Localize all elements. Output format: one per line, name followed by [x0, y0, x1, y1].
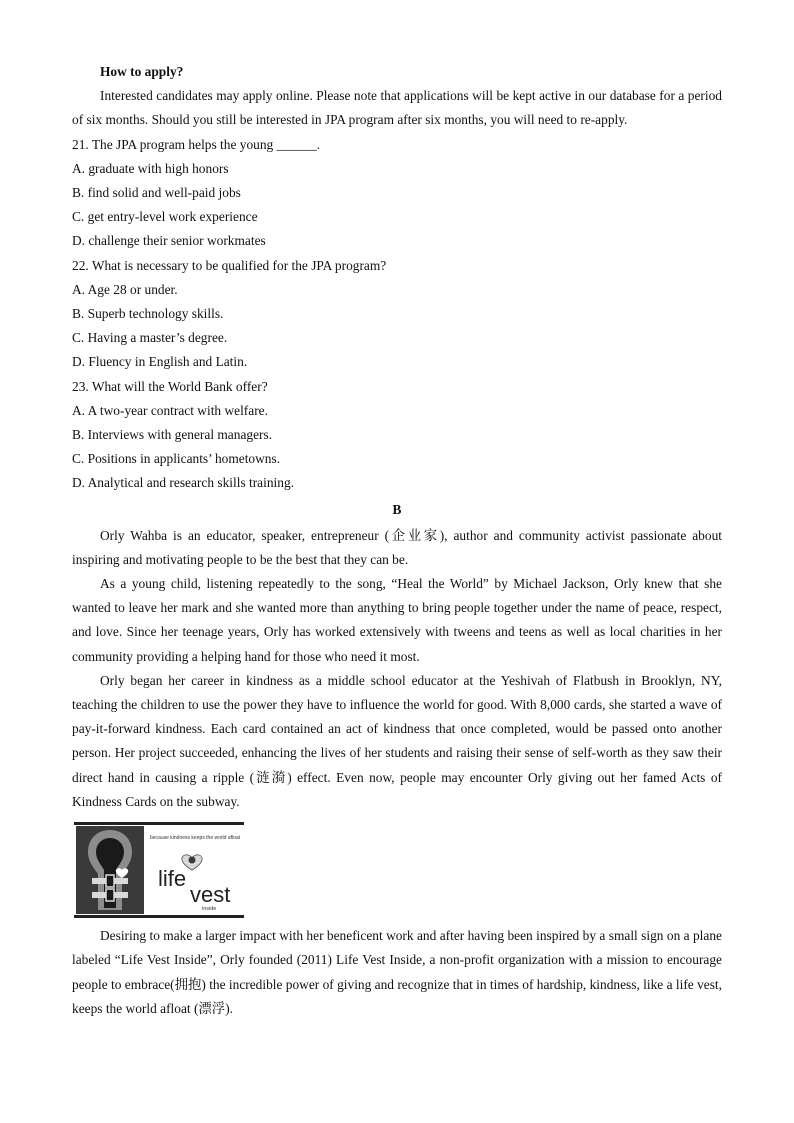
option-a: A. graduate with high honors — [72, 160, 229, 176]
option-d: D. challenge their senior workmates — [72, 233, 266, 249]
logo-tagline: because kindness keeps the world afloat — [150, 835, 241, 842]
option-a: A. A two-year contract with welfare. — [72, 402, 268, 418]
option-c: C. get entry-level work experience — [72, 209, 258, 225]
how-to-apply-heading: How to apply? — [100, 64, 184, 79]
document-page — [72, 60, 722, 1021]
question-stem: 22. What is necessary to be qualified for the JPA program? — [72, 257, 387, 273]
option-b: B. Superb technology skills. — [72, 306, 224, 322]
option-c: C. Having a master’s degree. — [72, 330, 228, 346]
option-d: D. Fluency in English and Latin. — [72, 354, 248, 370]
question-stem: 21. The JPA program helps the young ______. — [72, 136, 321, 152]
logo-word-inside: inside — [202, 906, 217, 913]
logo-word-vest: vest — [190, 882, 231, 908]
life-vest-inside-logo — [74, 822, 244, 918]
section-b-label: B — [392, 501, 402, 517]
question-stem: 23. What will the World Bank offer? — [72, 378, 268, 394]
passage-paragraph-4: Desiring to make a larger impact with her beneficent work and after having been inspired by a small sign on a plane labeled “Life Vest Inside”, Orly founded (2011) Life Vest Inside, a non-profit organization with a mission to encourage people to embrace(拥抱) the incredible power of giving and recognize that in times of hardship, kindness, like a life vest, keeps the world afloat (漂浮). — [72, 928, 722, 1016]
question-23 — [72, 375, 722, 496]
logo-word-life: life — [158, 866, 187, 892]
option-b: B. find solid and well-paid jobs — [72, 185, 241, 201]
how-to-apply-text: Interested candidates may apply online. Please note that applications will be kept active in our database for a period of six months. Should you still be interested in JPA program after six months, you will need to re-apply. — [72, 88, 722, 128]
option-a: A. Age 28 or under. — [72, 281, 178, 297]
passage-paragraph-3: Orly began her career in kindness as a middle school educator at the Yeshivah of Flatbush in Brooklyn, NY, teaching the children to use the power they have to influence the world for good. With 8,000 cards, she started a wave of pay-it-forward kindness. Each card contained an act of kindness that once completed, would be passed onto another person. Her project succeeded, enhancing the lives of her students and raising their sense of self-worth as they saw their direct hand in causing a ripple (涟漪) effect. Even now, people may encounter Orly giving out her famed Acts of Kindness Cards on the subway. — [72, 672, 722, 809]
question-22 — [72, 254, 722, 375]
option-c: C. Positions in applicants’ hometowns. — [72, 451, 281, 467]
life-vest-icon — [76, 826, 144, 914]
life-vest-logo-graphic — [74, 822, 244, 918]
question-21 — [72, 133, 722, 254]
option-d: D. Analytical and research skills training. — [72, 475, 294, 491]
option-b: B. Interviews with general managers. — [72, 427, 273, 443]
passage-paragraph-2: As a young child, listening repeatedly to the song, “Heal the World” by Michael Jackson, Orly knew that she wanted to leave her mark and she wanted more than anything to bring people together under the name of peace, respect, and love. Since her teenage years, Orly has worked extensively with tweens and teens as well as local charities in her community providing a helping hand for those who need it most. — [72, 576, 722, 664]
passage-paragraph-1: Orly Wahba is an educator, speaker, entrepreneur (企业家), author and community activist passionate about inspiring and motivating people to be the best that they can be. — [72, 527, 722, 567]
